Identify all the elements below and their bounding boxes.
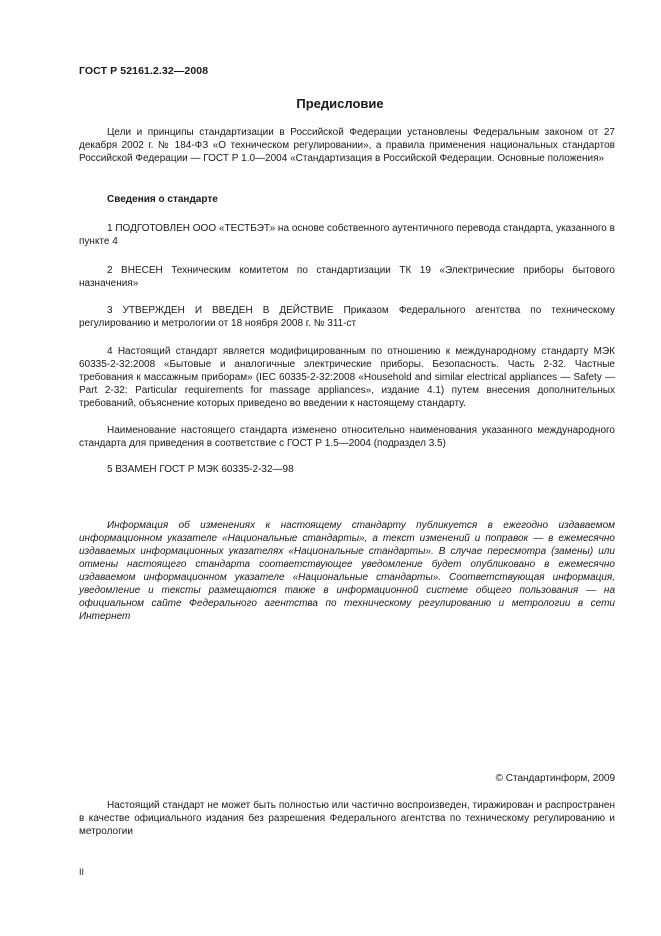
- intro-paragraph: Цели и принципы стандартизации в Российской Федерации установлены Федеральным законом от 27 декабря 2002 г. № 184-ФЗ «О техническом регулировании», а правила применения национальных стандартов Российской Федерации — ГОСТ Р 1.0—2004 «Стандартизация в Российской Федерации. Основные положения»: [79, 127, 615, 164]
- copyright-notice: © Стандартинформ, 2009: [495, 773, 615, 784]
- page-number: II: [79, 867, 85, 877]
- info-item-2: 2 ВНЕСЕН Техническим комитетом по стандартизации ТК 19 «Электрические приборы бытового назначения»: [79, 265, 615, 289]
- info-item-5: 5 ВЗАМЕН ГОСТ Р МЭК 60335-2-32—98: [107, 464, 294, 475]
- standard-code-header: ГОСТ Р 52161.2.32—2008: [79, 65, 209, 77]
- reproduction-notice: Настоящий стандарт не может быть полностью или частично воспроизведен, тиражирован и распространен в качестве официального издания без разрешения Федерального агентства по техническому регулированию и метрологии: [79, 800, 615, 837]
- page-title: Предисловие: [296, 96, 384, 111]
- change-notice: Информация об изменениях к настоящему стандарту публикуется в ежегодно издаваемом информационном указателе «Национальные стандарты», а текст изменений и поправок — в ежемесячно издаваемых информационных указателях «Национальные стандарты». В случае пересмотра (замены) или отмены настоящего стандарта соответствующее уведомление будет опубликовано в ежемесячно издаваемом информационном указателе «Национальные стандарты». Соответствующая информация, уведомление и тексты размещаются также в информационной системе общего пользования — на официальном сайте Федерального агентства по техническому регулированию и метрологии в сети Интернет: [79, 520, 615, 622]
- info-item-3: 3 УТВЕРЖДЕН И ВВЕДЕН В ДЕЙСТВИЕ Приказом Федерального агентства по техническому регулированию и метрологии от 18 ноября 2008 г. № 311-ст: [79, 305, 615, 329]
- info-item-1: 1 ПОДГОТОВЛЕН ООО «ТЕСТБЭТ» на основе собственного аутентичного перевода стандарта, указанного в пункте 4: [79, 223, 615, 247]
- info-item-4: 4 Настоящий стандарт является модифицированным по отношению к международному стандарту МЭК 60335-2-32:2008 «Бытовые и аналогичные электрические приборы. Безопасность. Часть 2-32. Частные требования к массажным приборам» (IEC 60335-2-32:2008 «Household and similar electrical appliances — Safety — Part 2-32: Particular requirements for massage appliances», издание 4.1) путем внесения дополнительных требований, объяснение которых приведено во введении к настоящему стандарту.: [79, 346, 615, 409]
- section-title: Сведения о стандарте: [107, 194, 218, 205]
- info-item-4-note: Наименование настоящего стандарта изменено относительно наименования указанного международного стандарта для приведения в соответствие с ГОСТ Р 1.5—2004 (подраздел 3.5): [79, 425, 615, 449]
